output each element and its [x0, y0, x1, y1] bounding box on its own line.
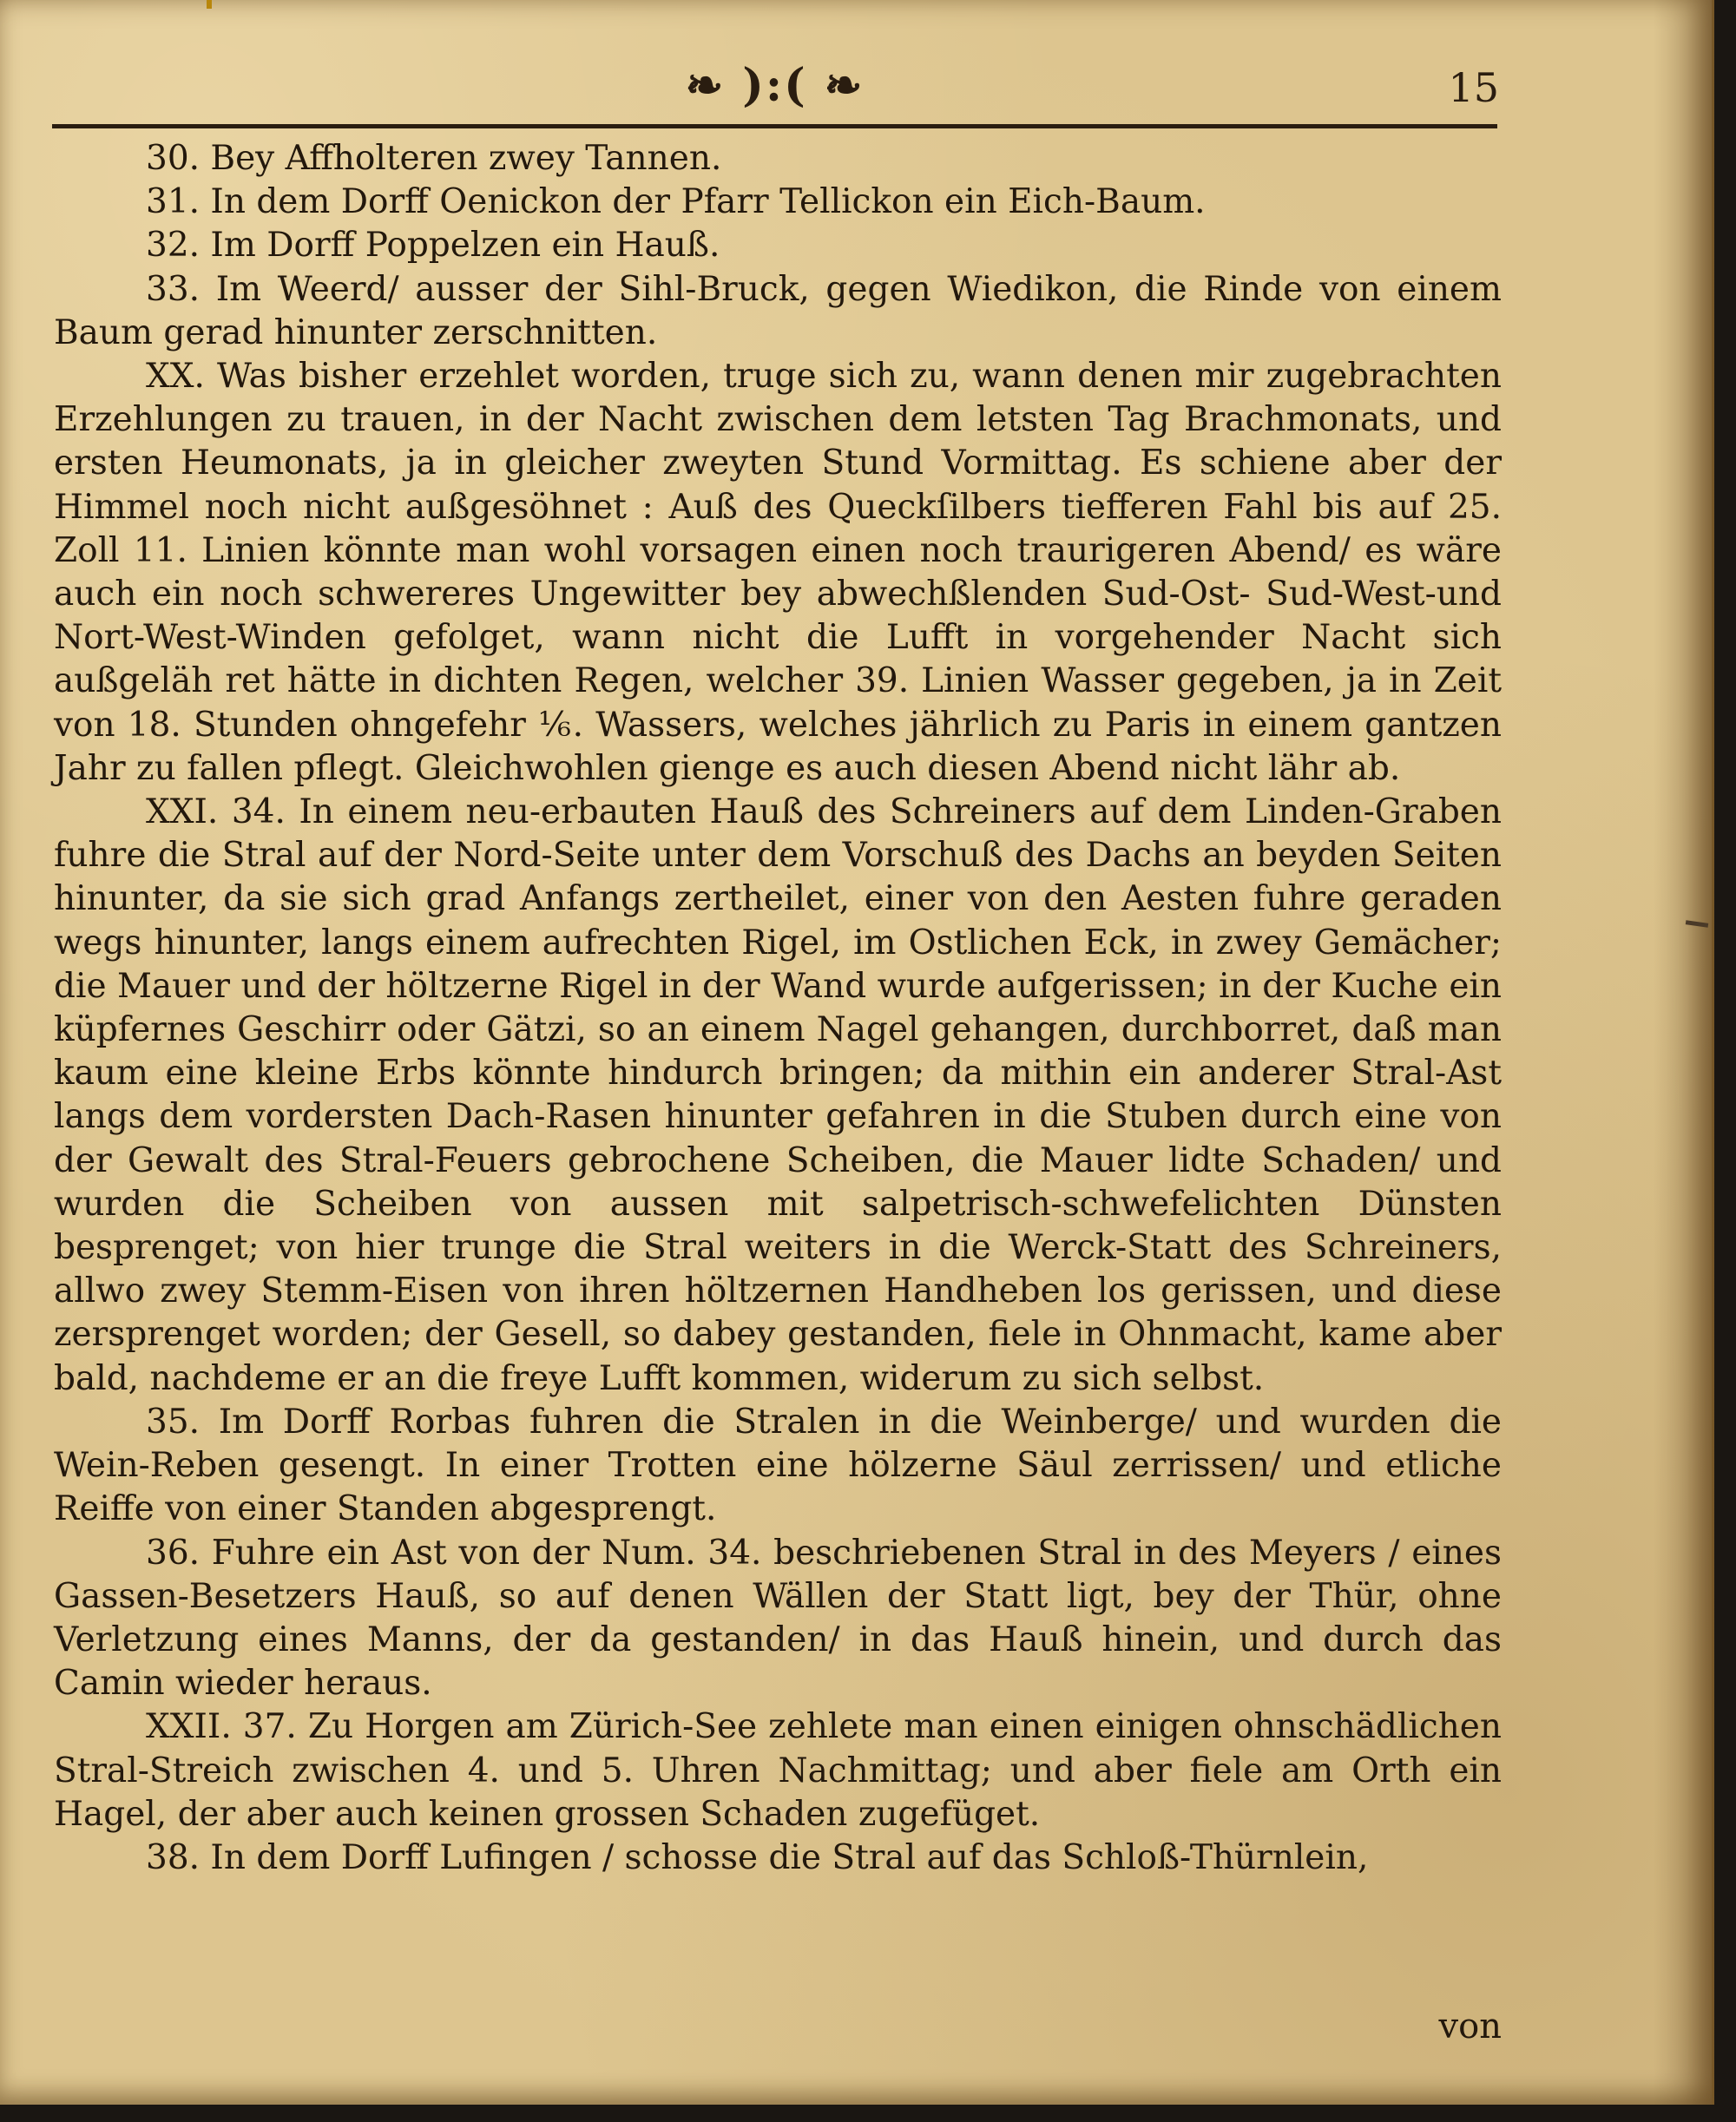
page-edge-shadow: [1654, 0, 1714, 2105]
entry-35: 35. Im Dorff Rorbas fuhren die Stralen in die Weinberge/ und wurden die Wein-Reben gesengt. In einer Trotten eine hölzerne Säul zerrissen/ und etliche Reiffe von einer Standen abgesprengt.: [54, 1402, 1502, 1529]
stain-mark: [207, 0, 212, 9]
running-head: [52, 59, 1497, 111]
section-xxii-entry-37: XXII. 37. Zu Horgen am Zürich-See zehlete man einen einigen ohnschädlichen Stral-Streich zwischen 4. und 5. Uhren Nachmittag; und aber fiele am Orth ein Hagel, der aber auch keinen grossen Schaden zugefüget.: [54, 1707, 1502, 1834]
catchword: von: [1438, 2007, 1502, 2046]
entry-33: 33. Im Weerd/ ausser der Sihl-Bruck, gegen Wiedikon, die Rinde von einem Baum gerad hinunter zerschnitten.: [54, 269, 1502, 352]
entry-30: 30. Bey Affholteren zwey Tannen.: [146, 139, 722, 178]
header-ornament: ❧ ):( ❧: [685, 59, 865, 112]
section-xx: XX. Was bisher erzehlet worden, truge sich zu, wann denen mir zugebrachten Erzehlungen zu trauen, in der Nacht zwischen dem letsten Tag Brachmonats, und ersten Heumonats, ja in gleicher zweyten Stund Vormittag. Es schiene aber der Himmel noch nicht außgesöhnet : Auß des Queckſilbers tiefferen Fahl bis auf 25. Zoll 11. Linien könnte man wohl vorsagen einen noch traurigeren Abend/ es wäre auch ein noch schwereres Ungewitter bey abwechßlenden Sud-Ost- Sud-West-und Nort-West-Winden gefolget, wann nicht die Lufft in vorgehender Nacht sich außgeläh ret hätte in dichten Regen, welcher 39. Linien Wasser gegeben, ja in Zeit von 18. Stunden ohngefehr ⅙. Wassers, welches jährlich zu Paris in einem gantzen Jahr zu fallen pflegt. Gleichwohlen gienge es auch diesen Abend nicht lähr ab.: [54, 357, 1502, 788]
body-text: [54, 137, 1502, 2046]
entry-31: 31. In dem Dorff Oenickon der Pfarr Tellickon ein Eich-Baum.: [146, 182, 1206, 222]
entry-36: 36. Fuhre ein Ast von der Num. 34. beschriebenen Stral in des Meyers / eines Gassen-Besetzers Hauß, so auf denen Wällen der Statt ligt, bey der Thür, ohne Verletzung eines Manns, der da gestanden/ in das Hauß hinein, und durch das Camin wieder heraus.: [54, 1533, 1502, 1704]
entry-38: 38. In dem Dorff Lufingen / schosse die Stral auf das Schloß-Thürnlein,: [146, 1837, 1369, 1877]
page-number: 15: [1448, 64, 1499, 111]
section-xxi-entry-34: XXI. 34. In einem neu-erbauten Hauß des Schreiners auf dem Linden-Graben fuhre die Stral auf der Nord-Seite unter dem Vorschuß des Dachs an beyden Seiten hinunter, da sie sich grad Anfangs zertheilet, einer von den Aesten fuhre geraden wegs hinunter, langs einem aufrechten Rigel, im Ostlichen Eck, in zwey Gemächer; die Mauer und der höltzerne Rigel in der Wand wurde aufgerissen; in der Kuche ein küpfernes Geschirr oder Gätzi, so an einem Nagel gehangen, durchborret, daß man kaum eine kleine Erbs könnte hindurch bringen; da mithin ein anderer Stral-Ast langs dem vordersten Dach-Rasen hinunter gefahren in die Stuben durch eine von der Gewalt des Stral-Feuers gebrochene Scheiben, die Mauer lidte Schaden/ und wurden die Scheiben von aussen mit salpetrisch-schwefelichten Dünsten besprenget; von hier trunge die Stral weiters in die Werck-Statt des Schreiners, allwo zwey Stemm-Eisen von ihren höltzernen Handheben los gerissen, und diese zersprenget worden; der Gesell, so dabey gestanden, fiele in Ohnmacht, kame aber bald, nachdeme er an die freye Lufft kommen, widerum zu sich selbst.: [54, 792, 1502, 1398]
entry-32: 32. Im Dorff Poppelzen ein Hauß.: [146, 226, 720, 266]
header-rule: [52, 124, 1497, 128]
